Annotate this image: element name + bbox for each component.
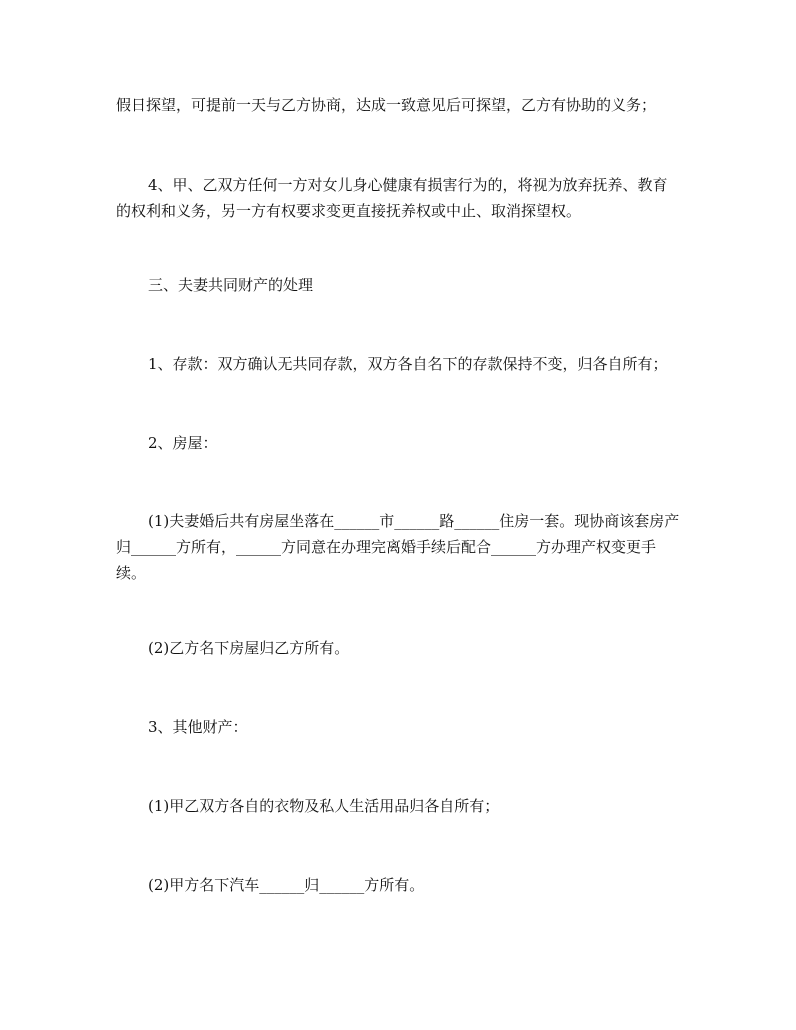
paragraph-other-property-heading: 3、其他财产： — [148, 718, 248, 736]
paragraph-clause-4: 4、甲、乙双方任何一方对女儿身心健康有损害行为的，将视为放弃抚养、教育的权利和义务，另一方有权要求变更直接抚养权或中止、取消探望权。 — [116, 176, 668, 220]
paragraph-deposits: 1、存款：双方确认无共同存款，双方各自名下的存款保持不变，归各自所有； — [148, 355, 668, 373]
paragraph-housing-item-2: (2)乙方名下房屋归乙方所有。 — [148, 639, 350, 657]
paragraph-other-item-2: (2)甲方名下汽车______归______方所有。 — [148, 876, 425, 894]
paragraph-visitation-holiday: 假日探望，可提前一天与乙方协商，达成一致意见后可探望，乙方有协助的义务； — [116, 96, 657, 114]
paragraph-housing-heading: 2、房屋： — [148, 434, 218, 452]
paragraph-other-item-1: (1)甲乙双方各自的衣物及私人生活用品归各自所有； — [148, 797, 500, 815]
paragraph-housing-item-1: (1)夫妻婚后共有房屋坐落在______市______路______住房一套。现协商该套房产归______方所有，______方同意在办理完离婚手续后配合______方办理产权变更手续。 — [116, 512, 680, 582]
section-heading-joint-property: 三、夫妻共同财产的处理 — [148, 276, 314, 294]
